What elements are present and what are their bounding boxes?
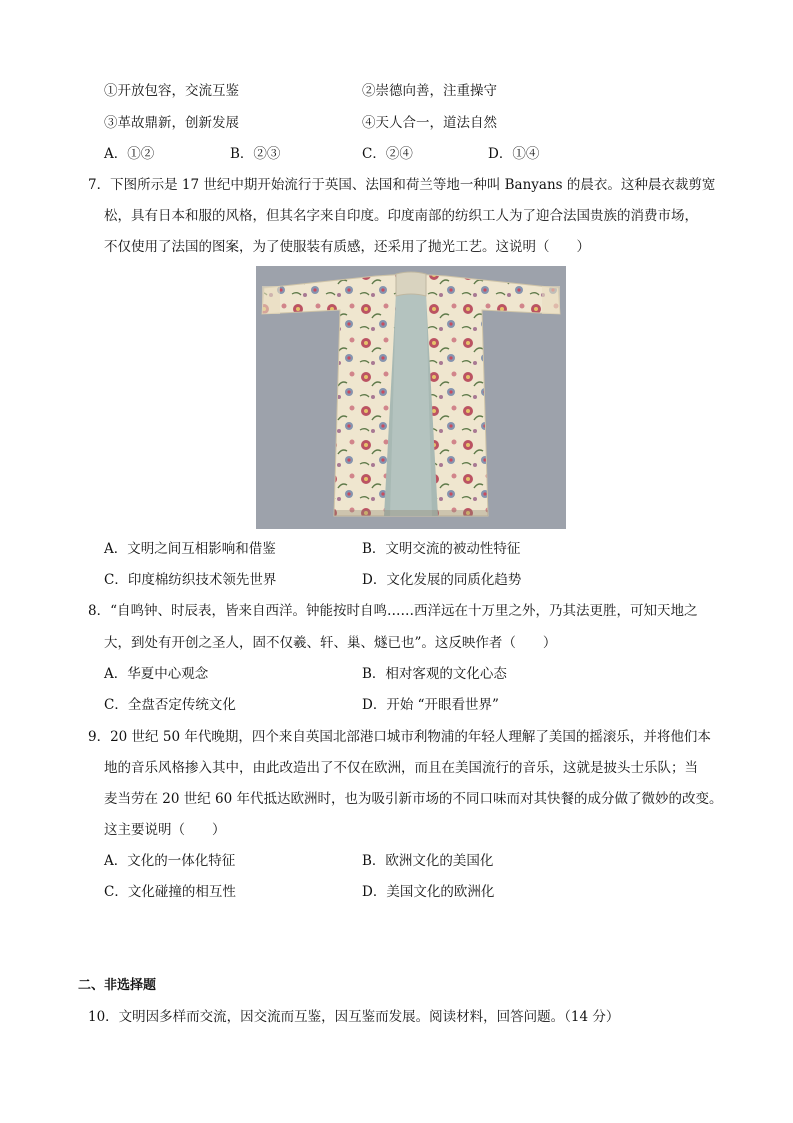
q9-stem-line-4: 这主要说明（ ）: [104, 822, 226, 838]
q8-option-d: D．开始 “开眼看世界”: [362, 697, 499, 713]
q6-option-c: C．②④: [362, 146, 413, 162]
q6-statement-1: ①开放包容，交流互鉴: [104, 83, 239, 99]
q9-option-d: D．美国文化的欧洲化: [362, 884, 495, 900]
q7-option-b: B．文明交流的被动性特征: [362, 541, 521, 557]
q8-option-c: C．全盘否定传统文化: [104, 697, 236, 713]
q8-stem-line-2: 大，到处有开创之圣人，固不仅羲、轩、巢、燧已也”。这反映作者（ ）: [104, 635, 557, 651]
q7-stem-line-2: 松，具有日本和服的风格，但其名字来自印度。印度南部的纺织工人为了迎合法国贵族的消费市场，: [104, 208, 698, 224]
banyan-robe-image: [256, 266, 566, 529]
q8-option-b: B．相对客观的文化心态: [362, 666, 507, 682]
q7-stem-line-3: 不仅使用了法国的图案，为了使服装有质感，还采用了抛光工艺。这说明（ ）: [104, 239, 590, 255]
q9-option-c: C．文化碰撞的相互性: [104, 884, 236, 900]
q9-option-a: A．文化的一体化特征: [104, 853, 236, 869]
q8-option-a: A．华夏中心观念: [104, 666, 209, 682]
q9-option-b: B．欧洲文化的美国化: [362, 853, 494, 869]
q9-stem-line-3: 麦当劳在 20 世纪 60 年代抵达欧洲时，也为吸引新市场的不同口味而对其快餐的成分做了微妙的改变。: [104, 791, 723, 807]
q6-option-b: B．②③: [230, 146, 281, 162]
q9-stem-line-2: 地的音乐风格掺入其中，由此改造出了不仅在欧洲，而且在美国流行的音乐，这就是披头士乐队；当: [104, 760, 698, 776]
q6-statement-3: ③革故鼎新，创新发展: [104, 115, 239, 131]
q7-option-a: A．文明之间互相影响和借鉴: [104, 541, 276, 557]
q6-option-a: A．①②: [104, 146, 155, 162]
q6-option-d: D．①④: [488, 146, 540, 162]
q7-stem-line-1: 7．下图所示是 17 世纪中期开始流行于英国、法国和荷兰等地一种叫 Banyans 的晨衣。这种晨衣裁剪宽: [88, 177, 716, 193]
q10-stem-line-1: 10．文明因多样而交流，因交流而互鉴，因互鉴而发展。阅读材料，回答问题。（14 分）: [88, 1009, 620, 1025]
q7-option-d: D．文化发展的同质化趋势: [362, 572, 522, 588]
q6-statement-4: ④天人合一，道法自然: [362, 115, 497, 131]
q8-stem-line-1: 8．“自鸣钟、时辰表，皆来自西洋。钟能按时自鸣……西洋远在十万里之外，乃其法更胜，可知天地之: [88, 603, 698, 619]
section-heading: 二、非选择题: [78, 978, 157, 993]
q7-option-c: C．印度棉纺织技术领先世界: [104, 572, 277, 588]
q6-statement-2: ②崇德向善，注重操守: [362, 83, 497, 99]
q9-stem-line-1: 9．20 世纪 50 年代晚期，四个来自英国北部港口城市利物浦的年轻人理解了美国的摇滚乐，并将他们本: [88, 729, 711, 745]
